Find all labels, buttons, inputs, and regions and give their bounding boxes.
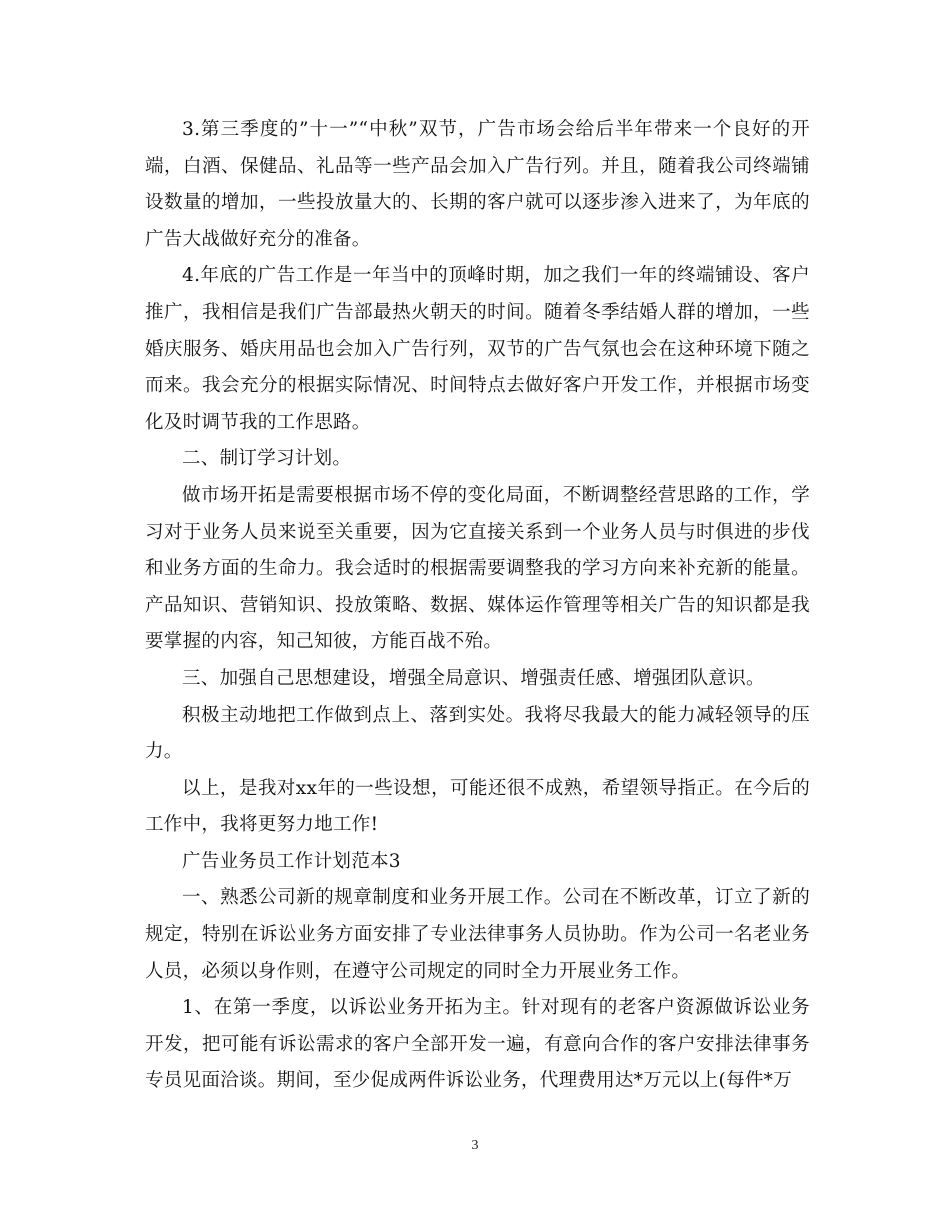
paragraph-q1-litigation: 1、在第一季度，以诉讼业务开拓为主。针对现有的老客户资源做诉讼业务开发，把可能有诉讼需求的客户全部开发一遍，有意向合作的客户安排法律事务专员见面洽谈。期间，至少促成两件诉讼业务，代理费用达*万元以上(每件*万: [145, 997, 810, 1092]
paragraph-initiative: 积极主动地把工作做到点上、落到实处。我将尽我最大的能力减轻领导的压力。: [145, 704, 810, 763]
section-heading-study-plan: 二、制订学习计划。: [182, 448, 352, 470]
section-heading-ideology: 三、加强自己思想建设，增强全局意识、增强责任感、增强团队意识。: [182, 667, 765, 689]
paragraph-conclusion: 以上，是我对xx年的一些设想，可能还很不成熟，希望领导指正。在今后的工作中，我将更努力地工作!: [145, 777, 810, 836]
document-subtitle: 广告业务员工作计划范本3: [182, 850, 401, 872]
paragraph-regulations: 一、熟悉公司新的规章制度和业务开展工作。公司在不断改革，订立了新的规定，特别在诉讼业务方面安排了专业法律事务人员协助。作为公司一名老业务人员，必须以身作则，在遵守公司规定的同时全力开展业务工作。: [145, 887, 810, 982]
page-number: 3: [471, 1138, 479, 1153]
document-body: [145, 112, 810, 1100]
paragraph-q3-plan: 3.第三季度的”十一”“中秋”双节，广告市场会给后半年带来一个良好的开端，白酒、保健品、礼品等一些产品会加入广告行列。并且，随着我公司终端铺设数量的增加，一些投放量大的、长期的客户就可以逐步渗入进来了，为年底的广告大战做好充分的准备。: [145, 119, 810, 250]
paragraph-study-plan: 做市场开拓是需要根据市场不停的变化局面，不断调整经营思路的工作，学习对于业务人员来说至关重要，因为它直接关系到一个业务人员与时俱进的步伐和业务方面的生命力。我会适时的根据需要调整我的学习方向来补充新的能量。产品知识、营销知识、投放策略、数据、媒体运作管理等相关广告的知识都是我要掌握的内容，知己知彼，方能百战不殆。: [145, 484, 810, 653]
paragraph-year-end-plan: 4.年底的广告工作是一年当中的顶峰时期，加之我们一年的终端铺设、客户推广，我相信是我们广告部最热火朝天的时间。随着冬季结婚人群的增加，一些婚庆服务、婚庆用品也会加入广告行列，双节的广告气氛也会在这种环境下随之而来。我会充分的根据实际情况、时间特点去做好客户开发工作，并根据市场变化及时调节我的工作思路。: [145, 265, 810, 433]
